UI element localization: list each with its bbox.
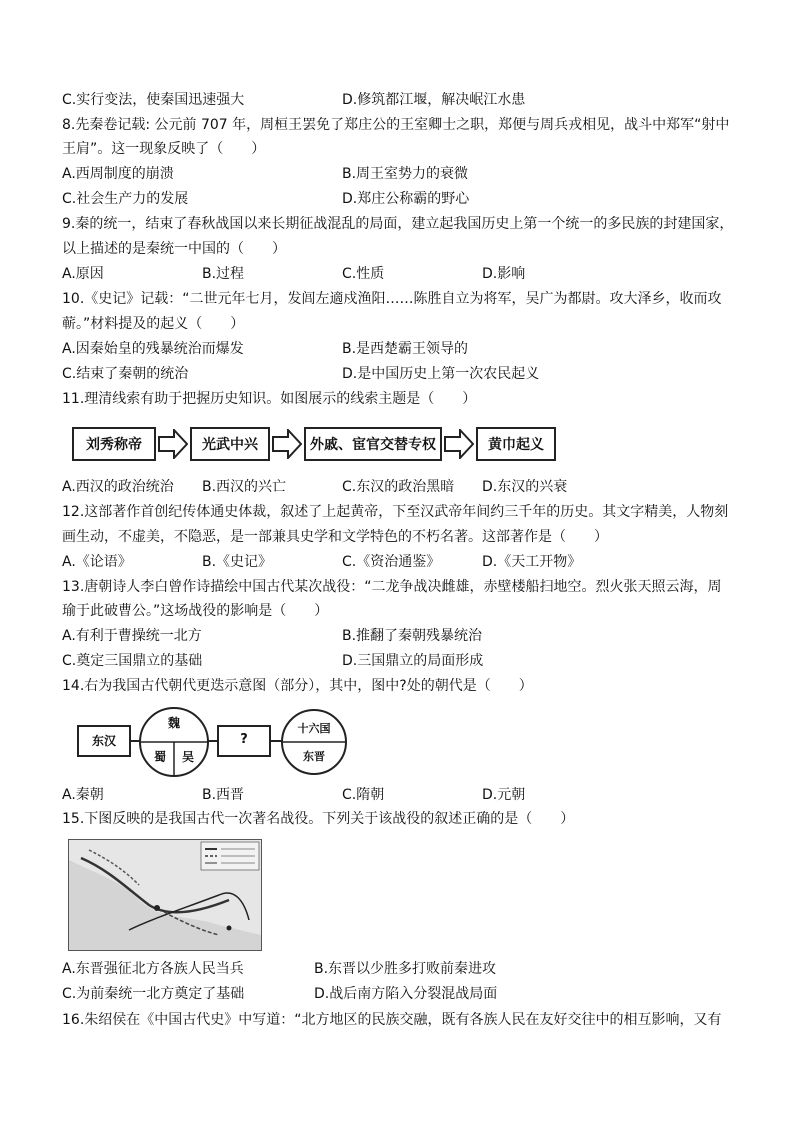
dynasty-wei: 魏 <box>167 716 180 730</box>
q14-stem: 14.右为我国古代朝代更迭示意图（部分），其中，图中?处的朝代是（ ） <box>62 678 533 694</box>
q8-option-d: D.郑庄公称霸的野心 <box>342 191 470 207</box>
q11-option-a: A.西汉的政治统治 <box>62 479 174 495</box>
q12-option-c: C.《资治通鉴》 <box>342 554 441 570</box>
q12-option-a: A.《论语》 <box>62 554 132 570</box>
q13-option-a: A.有利于曹操统一北方 <box>62 628 202 644</box>
q9-option-a: A.原因 <box>62 266 104 282</box>
q15-battle-map <box>68 839 262 951</box>
q9-option-b: B.过程 <box>202 266 245 282</box>
q9-stem-line1: 9.秦的统一，结束了春秋战国以来长期征战混乱的局面，建立起我国历史上第一个统一的多民族的封建国家， <box>62 216 734 232</box>
q12-option-b: B.《史记》 <box>202 554 273 570</box>
q15-option-b: B.东晋以少胜多打败前秦进攻 <box>314 961 497 977</box>
q9-option-d: D.影响 <box>482 266 526 282</box>
q10-stem-line2: 蕲。”材料提及的起义（ ） <box>62 316 245 332</box>
dynasty-wu: 吴 <box>181 750 194 764</box>
q10-stem-line1: 10.《史记》记载：“二世元年七月，发闾左適戍渔阳……陈胜自立为将军，吴广为都尉。攻大泽乡，收而攻 <box>62 291 722 307</box>
q8-stem-line2: 王肩”。这一现象反映了（ ） <box>62 141 266 157</box>
q11-flow-diagram <box>72 423 558 467</box>
flow-step-4: 黄巾起义 <box>476 427 556 461</box>
q12-stem-line1: 12.这部著作首创纪传体通史体裁，叙述了上起黄帝，下至汉武帝年间约三千年的历史。其文字精美，人物刻 <box>62 504 729 520</box>
q14-option-b: B.西晋 <box>202 787 245 803</box>
q15-option-c: C.为前秦统一北方奠定了基础 <box>62 986 245 1002</box>
q8-stem-line1: 8.先秦卷记载: 公元前 707 年，周桓王罢免了郑庄公的王室卿士之职，郑便与周兵戎相见，战斗中郑军“射中 <box>62 117 730 133</box>
arrow-right-icon <box>272 429 302 459</box>
q16-stem-line1: 16.朱绍侯在《中国古代史》中写道：“北方地区的民族交融，既有各族人民在友好交往中的相互影响，又有 <box>62 1012 722 1028</box>
flow-step-2: 光武中兴 <box>190 427 270 461</box>
q13-option-d: D.三国鼎立的局面形成 <box>342 653 484 669</box>
dynasty-east-han: 东汉 <box>91 734 116 748</box>
q8-option-b: B.周王室势力的衰微 <box>342 166 469 182</box>
q12-stem-line2: 画生动，不虚美，不隐恶，是一部兼具史学和文学特色的不朽名著。这部著作是（ ） <box>62 529 608 545</box>
q15-option-a: A.东晋强征北方各族人民当兵 <box>62 961 244 977</box>
q11-option-b: B.西汉的兴亡 <box>202 479 287 495</box>
q7-option-d: D.修筑都江堰，解决岷江水患 <box>342 92 526 108</box>
q11-option-c: C.东汉的政治黑暗 <box>342 479 455 495</box>
arrow-right-icon <box>158 429 188 459</box>
q14-option-a: A.秦朝 <box>62 787 104 803</box>
q7-option-c: C.实行变法，使秦国迅速强大 <box>62 92 245 108</box>
q15-stem: 15.下图反映的是我国古代一次著名战役。下列关于该战役的叙述正确的是（ ） <box>62 811 575 827</box>
q13-stem-line1: 13.唐朝诗人李白曾作诗描绘中国古代某次战役：“二龙争战决雌雄，赤壁楼船扫地空。烈火张天照云海，周 <box>62 579 722 595</box>
q9-stem-line2: 以上描述的是秦统一中国的（ ） <box>62 241 286 257</box>
dynasty-unknown: ? <box>240 732 248 747</box>
q13-option-c: C.奠定三国鼎立的基础 <box>62 653 203 669</box>
q10-option-c: C.结束了秦朝的统治 <box>62 366 189 382</box>
dynasty-east-jin: 东晋 <box>303 750 325 763</box>
q13-stem-line2: 瑜于此破曹公。”这场战役的影响是（ ） <box>62 603 329 619</box>
dynasty-shu: 蜀 <box>153 750 166 764</box>
q14-option-d: D.元朝 <box>482 787 526 803</box>
q14-dynasty-diagram <box>70 704 350 780</box>
flow-step-1: 刘秀称帝 <box>72 427 156 461</box>
q9-option-c: C.性质 <box>342 266 385 282</box>
q14-option-c: C.隋朝 <box>342 787 385 803</box>
q10-option-a: A.因秦始皇的残暴统治而爆发 <box>62 341 244 357</box>
q11-stem: 11.理清线索有助于把握历史知识。如图展示的线索主题是（ ） <box>62 391 477 407</box>
q11-option-d: D.东汉的兴衰 <box>482 479 568 495</box>
arrow-right-icon <box>444 429 474 459</box>
battle-map-image <box>69 840 261 950</box>
q8-option-c: C.社会生产力的发展 <box>62 191 189 207</box>
q13-option-b: B.推翻了秦朝残暴统治 <box>342 628 483 644</box>
q8-option-a: A.西周制度的崩溃 <box>62 166 174 182</box>
q10-option-b: B.是西楚霸王领导的 <box>342 341 469 357</box>
q12-option-d: D.《天工开物》 <box>482 554 582 570</box>
dynasty-sixteen-kingdoms: 十六国 <box>297 722 331 735</box>
q10-option-d: D.是中国历史上第一次农民起义 <box>342 366 540 382</box>
flow-step-3: 外戚、宦官交替专权 <box>304 427 442 461</box>
q15-option-d: D.战后南方陷入分裂混战局面 <box>314 986 498 1002</box>
